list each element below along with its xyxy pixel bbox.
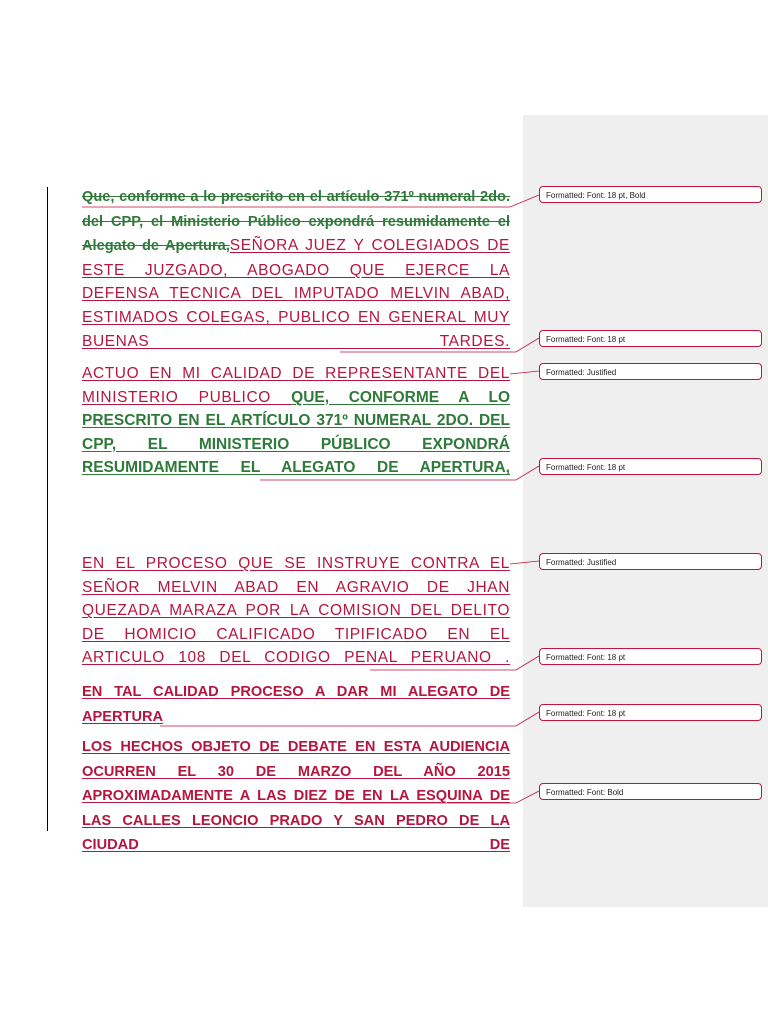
comment-format-18pt[interactable]: Formatted: Font: 18 pt xyxy=(539,330,762,347)
inserted-text: ACTUO EN MI CALIDAD DE REPRESENTANTE DEL MINISTERIO PUBLICO xyxy=(82,365,510,406)
comment-format-18pt-bold[interactable]: Formatted: Font: 18 pt, Bold xyxy=(539,186,762,203)
inserted-text: EN EL PROCESO QUE SE INSTRUYE CONTRA EL SEÑOR MELVIN ABAD EN AGRAVIO DE JHAN QUEZADA MARAZA POR LA COMISION DEL DELITO DE HOMICIO CALIFICADO TIPIFICADO EN EL ARTICULO 108 DEL CODIGO PENAL PERUANO . xyxy=(82,555,510,667)
comment-format-justified[interactable]: Formatted: Justified xyxy=(539,363,762,380)
comment-format-justified[interactable]: Formatted: Justified xyxy=(539,553,762,570)
deleted-text: Que, conforme a lo prescrito en el artículo 371º numeral 2do. del CPP, el Ministerio Público expondrá resumidamente el Alegato de Apertura, xyxy=(82,189,510,255)
comment-format-18pt[interactable]: Formatted: Font: 18 pt xyxy=(539,704,762,721)
comment-format-bold[interactable]: Formatted: Font: Bold xyxy=(539,783,762,800)
green-text: QUE, CONFORME A LO PRESCRITO EN EL ARTÍCULO 371º NUMERAL 2DO. DEL CPP, EL MINISTERIO PÚBLICO EXPONDRÁ RESUMIDAMENTE EL ALEGATO DE APERTURA, xyxy=(82,388,510,477)
inserted-text: SEÑORA JUEZ Y COLEGIADOS DE ESTE JUZGADO, ABOGADO QUE EJERCE LA DEFENSA TECNICA DEL IMPUTADO MELVIN ABAD, ESTIMADOS COLEGAS, PUBLICO EN GENERAL MUY BUENAS TARDES. xyxy=(82,237,510,350)
comment-format-18pt[interactable]: Formatted: Font: 18 pt xyxy=(539,458,762,475)
inserted-text: EN TAL CALIDAD PROCESO A DAR MI ALEGATO DE APERTURA xyxy=(82,684,510,725)
comment-format-18pt[interactable]: Formatted: Font: 18 pt xyxy=(539,648,762,665)
inserted-text: LOS HECHOS OBJETO DE DEBATE EN ESTA AUDIENCIA OCURREN EL 30 DE MARZO DEL AÑO 2015 APROXIMADAMENTE A LAS DIEZ DE EN LA ESQUINA DE LAS CALLES LEONCIO PRADO Y SAN PEDRO DE LA CIUDAD DE xyxy=(82,739,510,854)
